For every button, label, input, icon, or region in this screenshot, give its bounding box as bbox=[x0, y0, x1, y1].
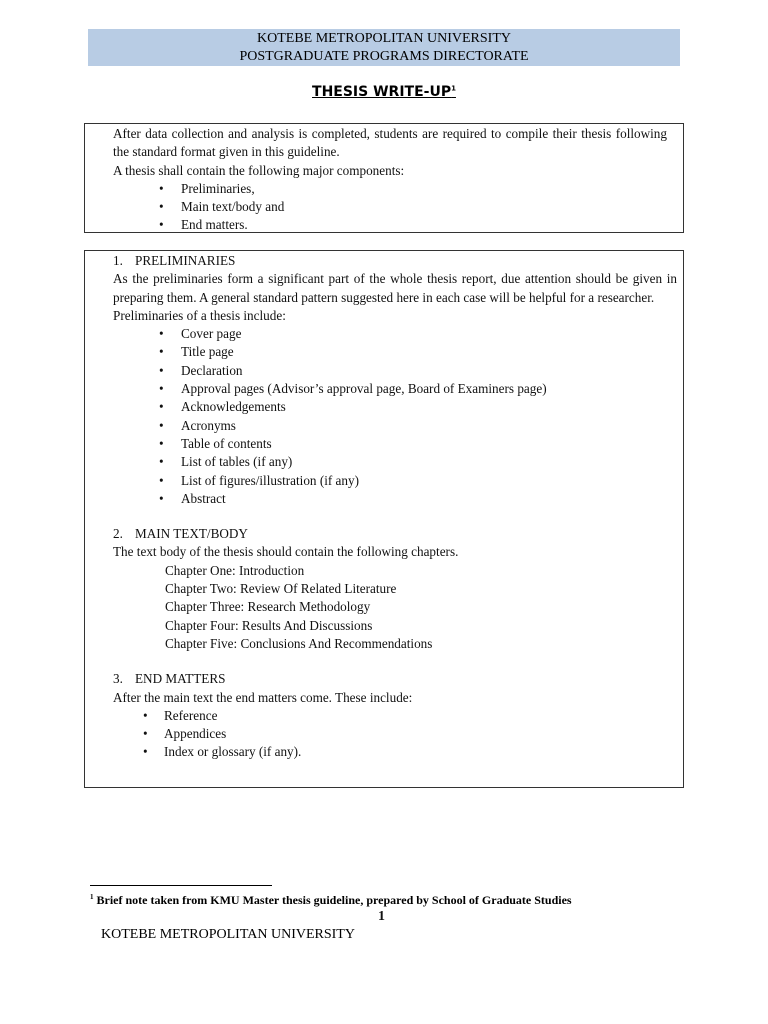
preliminaries-paragraph: As the preliminaries form a significant part of the whole thesis report, due attention should be given in preparing them. A general standard pattern suggested here in each case will be helpful for a researcher. bbox=[113, 271, 677, 305]
list-item: • Cover page bbox=[113, 325, 677, 343]
list-item: • List of figures/illustration (if any) bbox=[113, 472, 677, 490]
section-heading-main-text bbox=[113, 525, 677, 543]
list-item: • Index or glossary (if any). bbox=[113, 743, 677, 761]
chapters-list bbox=[113, 562, 677, 653]
section-title: PRELIMINARIES bbox=[135, 253, 236, 268]
main-text-lead: The text body of the thesis should contain the following chapters. bbox=[113, 544, 459, 560]
list-item: • Declaration bbox=[113, 362, 677, 380]
section-number: 1. bbox=[113, 253, 123, 268]
title-footnote-mark: 1 bbox=[451, 84, 456, 93]
section-title: MAIN TEXT/BODY bbox=[135, 526, 248, 542]
list-item: • Acknowledgements bbox=[113, 398, 677, 416]
page-title bbox=[0, 84, 768, 100]
intro-paragraph: After data collection and analysis is completed, students are required to compile their thesis following the standard format given in this guideline. bbox=[113, 126, 667, 160]
spacer bbox=[113, 653, 677, 670]
page-footer: KOTEBE METROPOLITAN UNIVERSITY bbox=[101, 927, 355, 942]
footnote bbox=[90, 893, 572, 908]
footnote-text: Brief note taken from KMU Master thesis guideline, prepared by School of Graduate Studies bbox=[93, 893, 572, 907]
end-matters-lead: After the main text the end matters come. These include: bbox=[113, 689, 413, 705]
section-heading-preliminaries bbox=[113, 252, 677, 270]
title-text: THESIS WRITE-UP bbox=[312, 84, 452, 100]
list-item: • Acronyms bbox=[113, 417, 677, 435]
list-item: • Title page bbox=[113, 343, 677, 361]
list-item: • Appendices bbox=[113, 725, 677, 743]
list-item: • Approval pages (Advisor’s approval page, Board of Examiners page) bbox=[113, 380, 677, 398]
list-item: Chapter One: Introduction bbox=[165, 562, 305, 578]
intro-lead: A thesis shall contain the following major components: bbox=[113, 162, 405, 178]
section-heading-end-matters bbox=[113, 670, 677, 688]
spacer bbox=[113, 508, 677, 525]
list-item: • Abstract bbox=[113, 490, 677, 508]
components-list bbox=[113, 180, 667, 235]
intro-box bbox=[84, 123, 684, 233]
end-matters-list bbox=[113, 707, 677, 762]
directorate-name: POSTGRADUATE PROGRAMS DIRECTORATE bbox=[239, 48, 529, 64]
list-item: Chapter Three: Research Methodology bbox=[165, 599, 371, 615]
footnote-mark: 1 bbox=[90, 893, 94, 901]
list-item: Chapter Four: Results And Discussions bbox=[165, 617, 373, 633]
list-item: Chapter Two: Review Of Related Literature bbox=[165, 581, 397, 597]
list-item: • List of tables (if any) bbox=[113, 453, 677, 471]
footnote-divider bbox=[90, 885, 272, 886]
list-item: • Table of contents bbox=[113, 435, 677, 453]
section-number: 3. bbox=[113, 671, 123, 687]
page-number: 1 bbox=[378, 909, 385, 924]
section-title: END MATTERS bbox=[135, 671, 226, 687]
section-number: 2. bbox=[113, 526, 123, 542]
list-item: • Preliminaries, bbox=[113, 180, 667, 198]
list-item: • Main text/body and bbox=[113, 198, 667, 216]
preliminaries-lead: Preliminaries of a thesis include: bbox=[113, 307, 286, 323]
header-band bbox=[88, 29, 680, 66]
sections-box bbox=[84, 250, 684, 788]
university-name: KOTEBE METROPOLITAN UNIVERSITY bbox=[257, 30, 511, 46]
list-item: • End matters. bbox=[113, 216, 667, 234]
list-item: • Reference bbox=[113, 707, 677, 725]
list-item: Chapter Five: Conclusions And Recommendations bbox=[165, 635, 433, 651]
preliminaries-list bbox=[113, 325, 677, 508]
